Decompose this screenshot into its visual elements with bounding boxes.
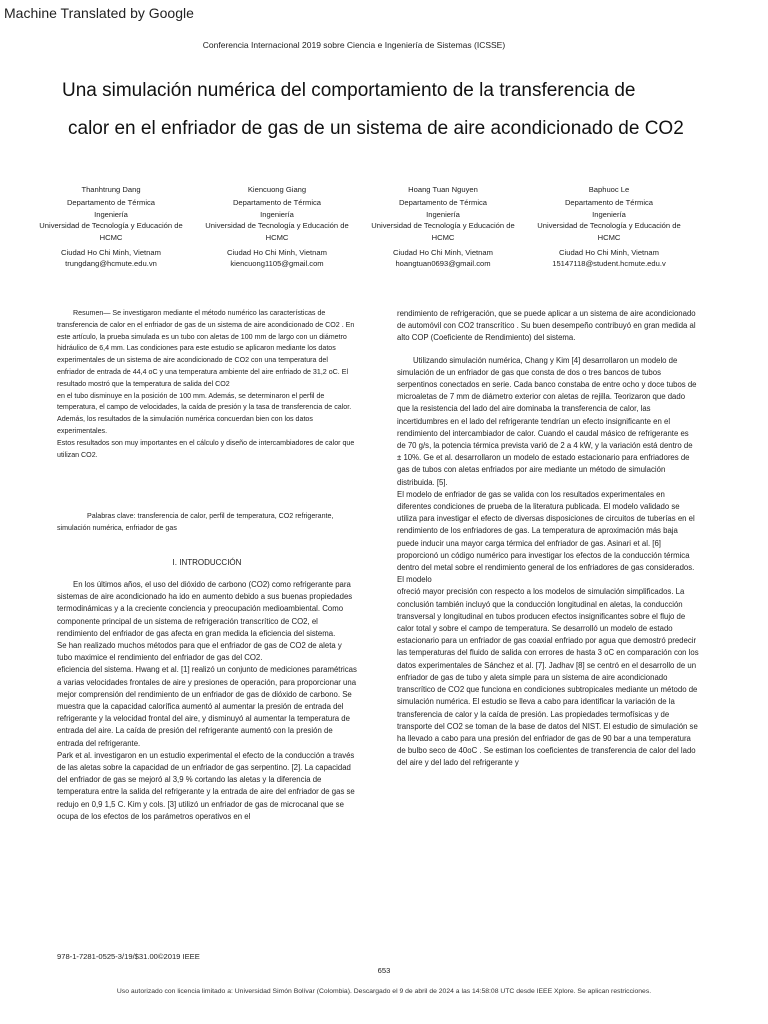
body-paragraph: ofreció mayor precisión con respecto a los modelos de simulación simplificados. La conclusión también incluyó que la conducción longitudinal en aletas, la conducción transversal y longitudinal en tubos producen efectos insignificantes sobre el flujo de calor total y sobre el campo de temperatura. Se desarrolló un modelo de estado estacionario para un enfriador de gas coaxial enfriado por agua que demostró predecir las temperaturas del fluido de salida con errores de hasta 3 oC en comparación con los datos experimentales de Sánchez et al. [7]. Jadhav [8] se centró en el desarrollo de un enfriador de gas de tubo y aleta simple para un sistema de aire acondicionado transcrítico de CO2 que funciona en condiciones subtropicales mediante un método de simulación numérica. El estudio se lleva a cabo para identificar la variación de la transferencia de calor y la caída de presión. Las propiedades termofísicas y de transporte del CO2 se toman de la base de datos del NIST. El estudio de simulación se ha llevado a cabo para una presión del enfriador de gas de 90 bar a una temperatura de bulbo seco de 40oC . Se estiman los coeficientes de transferencia de calor del lado del aire y del lado del refrigerante y (397, 587, 699, 768)
author-1 (28, 184, 194, 270)
author-univ: Universidad de Tecnología y Educación de HCMC (205, 221, 349, 242)
body-paragraph: Park et al. investigaron en un estudio experimental el efecto de la conducción a través de las aletas sobre la capacidad de un enfriador de gas serpentino. [2]. La capacidad del enfriador de gas se mejoró al 3,9 % cortando las aletas y la diferencia de temperatura entre la salida del refrigerante y la entrada de aire del enfriador de gas se redujo en 0,9 1,5 C. Kim y cols. [3] utilizó un enfriador de gas de microcanal que se ocupa de los efectos de los parámetros operativos en el (57, 750, 355, 821)
author-univ: Universidad de Tecnología y Educación de HCMC (537, 221, 681, 242)
author-dept: Departamento de Térmica (398, 198, 488, 208)
machine-translation-banner: Machine Translated by Google (4, 5, 194, 21)
author-field: Ingeniería (94, 209, 128, 219)
body-paragraph: eficiencia del sistema. Hwang et al. [1] realizó un conjunto de mediciones paramétricas a varias velocidades frontales de aire y presiones de operación, para proporcionar una mejor comprensión del rendimiento de un enfriador de gas de dióxido de carbono. Se muestra que la capacidad calorífica aumentó al aumentar la presión de entrada del refrigerante y la velocidad frontal del aire, y disminuyó al aumentar la temperatura de entrada del aire. La caída de presión del refrigerante aumentó con la presión de entrada del refrigerante. (57, 665, 357, 748)
author-city: Ciudad Ho Chi Minh, Vietnam (559, 248, 659, 258)
body-paragraph: El modelo de enfriador de gas se valida con los resultados experimentales en diferentes condiciones de prueba de la literatura publicada. El modelo validado se utiliza para investigar el efecto de diversas disposiciones de circuitos de tuberías en el rendimiento de los enfriadores de gas. La temperatura de aproximación más baja puede inducir una mayor carga térmica del enfriador de gas. Asinari et al. [6] proporcionó un código numérico para investigar los efectos de la conducción térmica dentro del metal sobre el rendimiento general de los enfriadores de gas considerados. El modelo (397, 489, 695, 585)
title-line-1: Una simulación numérica del comportamiento de la transferencia de (62, 80, 636, 101)
author-2 (194, 184, 360, 270)
author-field: Ingeniería (260, 209, 294, 219)
author-dept: Departamento de Térmica (66, 198, 156, 208)
author-email: kiencuong1105@gmail.com (230, 259, 324, 269)
author-block (28, 184, 720, 270)
author-email: trungdang@hcmute.edu.vn (65, 259, 157, 269)
abstract-paragraph-2: en el tubo disminuye en la posición de 100 mm. Además, se determinaron el perfil de temperatura, el campo de velocidades, la caída de presión y la tasa de transferencia de calor. Además, los resultados de la simulación numérica concuerdan bien con los datos experimentales. (57, 391, 352, 435)
body-paragraph: Utilizando simulación numérica, Chang y Kim [4] desarrollaron un modelo de simulación de un enfriador de gas que consta de dos o tres bancos de tubos serpentinos conectados en serie. Cada banco constaba de entre ocho y doce tubos de microaletas de 7 mm de diámetro exterior con aletas de rejilla. Teorizaron que dado que la resistencia del lado del aire dominaba la transferencia de calor, las incertidumbres en el lado del refrigerante tendrían un efecto insignificante en el rendimiento del intercambiador de calor. Cuando el caudal másico de refrigerante es de 70 g/s, la potencia térmica prevista varió de 2 a 4 kW, y la variación está dentro de ± 10%. Ge et al. desarrollaron un modelo de estado estacionario para enfriadores de gas de tubos con aletas enfriados por aire mediante un método de simulación distribuida. [5]. (397, 355, 697, 487)
paper-title (62, 72, 742, 148)
body-paragraph: En los últimos años, el uso del dióxido de carbono (CO2) como refrigerante para sistemas de aire acondicionado ha ido en aumento debido a sus buenas propiedades termodinámicas y a la creciente conciencia y preocupación medioambiental. Como componente principal de un sistema de refrigeración transcrítico de CO2, el rendimiento del enfriador de gas afecta en gran medida la eficiencia del sistema. (57, 580, 353, 638)
page-number: 653 (377, 966, 391, 975)
author-field: Ingeniería (592, 209, 626, 219)
abstract-paragraph-1: Resumen— Se investigaron mediante el método numérico las características de transferencia de calor en el enfriador de gas de un sistema de aire acondicionado de CO2 . En este artículo, la prueba simulada es un tubo con aletas de 100 mm de largo con un diámetro hidráulico de 6,4 mm. Las condiciones para este estudio se aplicaron mediante los datos experimentales de un sistema de aire acondicionado de CO2 con una temperatura del enfriador de entrada de 44,4 oC y una temperatura ambiente del aire enfriado de 31,2 oC. El resultado mostró que la temperatura de salida del CO2 (57, 309, 355, 388)
author-name: Kiencuong Giang (247, 185, 307, 194)
author-4 (526, 184, 692, 270)
title-line-2: calor en el enfriador de gas de un sistema de aire acondicionado de CO2 (68, 118, 684, 139)
body-paragraph: rendimiento de refrigeración, que se puede aplicar a un sistema de aire acondicionado de automóvil con CO2 transcrítico . Su buen desempeño contribuyó en gran medida al alto COP (Coeficiente de Rendimiento) del sistema. (397, 309, 696, 343)
abstract (57, 308, 357, 461)
author-univ: Universidad de Tecnología y Educación de HCMC (371, 221, 515, 242)
author-city: Ciudad Ho Chi Minh, Vietnam (227, 248, 327, 258)
author-univ: Universidad de Tecnología y Educación de HCMC (39, 221, 183, 242)
author-name: Thanhtrung Dang (81, 185, 141, 194)
author-city: Ciudad Ho Chi Minh, Vietnam (393, 248, 493, 258)
left-column-body (57, 579, 357, 823)
conference-header: Conferencia Internacional 2019 sobre Ciencia e Ingeniería de Sistemas (ICSSE) (202, 40, 506, 50)
isbn-line: 978-1-7281-0525-3/19/$31.00©2019 IEEE (57, 952, 200, 961)
author-3 (360, 184, 526, 270)
keywords (57, 511, 357, 535)
abstract-paragraph-3: Estos resultados son muy importantes en el cálculo y diseño de intercambiadores de calor que utilizan CO2. (57, 438, 355, 459)
author-email: 15147118@student.hcmute.edu.v (552, 259, 666, 269)
author-field: Ingeniería (426, 209, 460, 219)
author-name: Baphuoc Le (588, 185, 630, 194)
author-name: Hoang Tuan Nguyen (408, 185, 478, 194)
section-title-introduction: I. INTRODUCCIÓN (172, 558, 242, 567)
license-footer: Uso autorizado con licencia limitado a: Universidad Simón Bolívar (Colombia). Descargado el 9 de abril de 2024 a las 14:58:08 UTC desde IEEE Xplore. Se aplican restricciones. (116, 988, 652, 995)
author-city: Ciudad Ho Chi Minh, Vietnam (61, 248, 161, 258)
keywords-text: Palabras clave: transferencia de calor, perfil de temperatura, CO2 refrigerante, simulación numérica, enfriador de gas (57, 512, 334, 532)
body-paragraph: Se han realizado muchos métodos para que el enfriador de gas de CO2 de aleta y tubo maximice el rendimiento del enfriador de gas del CO2. (57, 641, 342, 663)
right-column-body (397, 308, 699, 770)
author-dept: Departamento de Térmica (564, 198, 654, 208)
author-email: hoangtuan0693@gmail.com (395, 259, 491, 269)
author-dept: Departamento de Térmica (232, 198, 322, 208)
